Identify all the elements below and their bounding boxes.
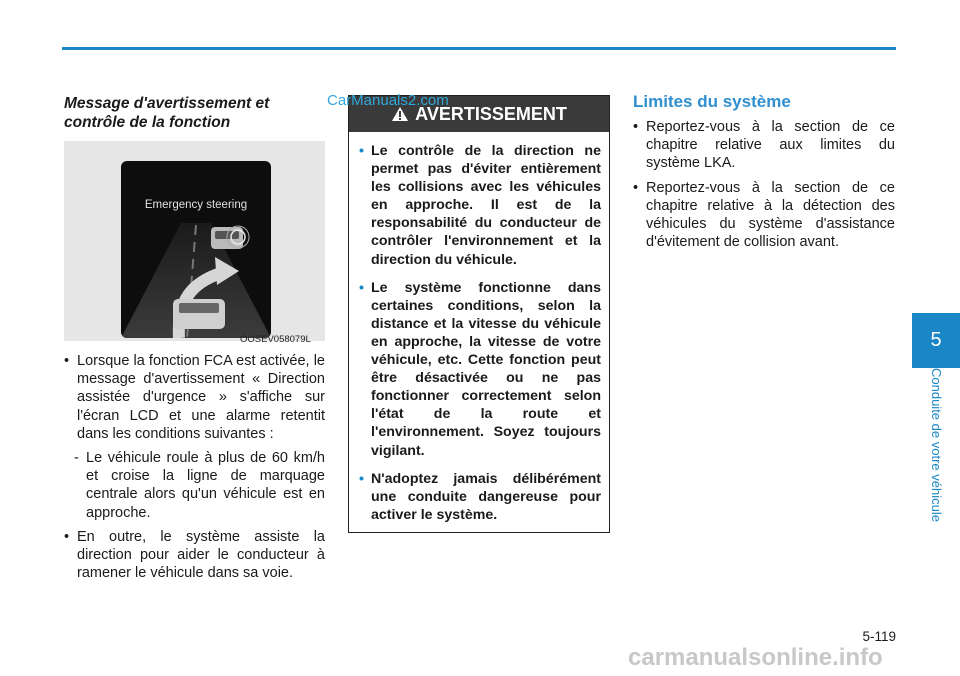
dash-marker: - — [74, 450, 79, 467]
warning-box — [348, 95, 610, 533]
chapter-tab: 5 — [912, 313, 960, 368]
figure-code: OOSEV058079L — [240, 334, 311, 345]
watermark-bottom: carmanualsonline.info — [628, 644, 883, 671]
sub-list-item — [64, 449, 325, 522]
right-column-body — [633, 118, 895, 257]
warning-item: • N'adoptez jamais délibérément une conduite dangereuse pour activer le système. — [359, 470, 601, 524]
list-item: • Reportez-vous à la section de ce chapitre relative à la détection des véhicules du système d'assistance d'évitement de collision avant. — [633, 179, 895, 252]
list-item: • En outre, le système assiste la direction pour aider le conducteur à ramener le véhicule dans sa voie. — [64, 528, 325, 583]
screen-label: Emergency steering — [144, 199, 248, 211]
top-rule — [62, 47, 896, 50]
section-title: Message d'avertissement et contrôle de la fonction — [64, 95, 270, 131]
list-item: • Reportez-vous à la section de ce chapitre relative aux limites du système LKA. — [633, 118, 895, 173]
warning-title: AVERTISSEMENT — [415, 103, 567, 124]
chapter-title: Conduite de votre véhicule — [929, 368, 944, 522]
list-item: • Lorsque la fonction FCA est activée, le message d'avertissement « Direction assistée d'urgence » s'affiche sur l'écran LCD et une alarme retentit dans les conditions suivantes : — [64, 352, 325, 443]
steering-illustration — [121, 161, 271, 338]
left-column-body — [64, 352, 325, 588]
warning-item: • Le contrôle de la direction ne permet pas d'éviter entièrement les collisions avec les véhicules en approche. Il est de la responsabilité du conducteur de contrôler l'environnement et la direction du véhicule. — [359, 142, 601, 269]
page-number: 5-119 — [862, 629, 896, 644]
cluster-display — [121, 161, 271, 338]
figure-emergency-steering — [64, 141, 325, 341]
warning-body — [349, 132, 609, 524]
warning-item: • Le système fonctionne dans certaines conditions, selon la distance et la vitesse du véhicule en approche, la vitesse de votre véhicule, etc. Cette fonction peut être désactivée ou ne pas fonctionner correctement selon l'état de la route et l'environnement. Soyez toujours vigilant. — [359, 279, 601, 460]
limits-title: Limites du système — [633, 92, 791, 111]
sub-list-text: Le véhicule roule à plus de 60 km/h et croise la ligne de marquage centrale alors qu'un véhicule est en approche. — [86, 450, 325, 521]
watermark-top: CarManuals2.com — [327, 92, 449, 109]
